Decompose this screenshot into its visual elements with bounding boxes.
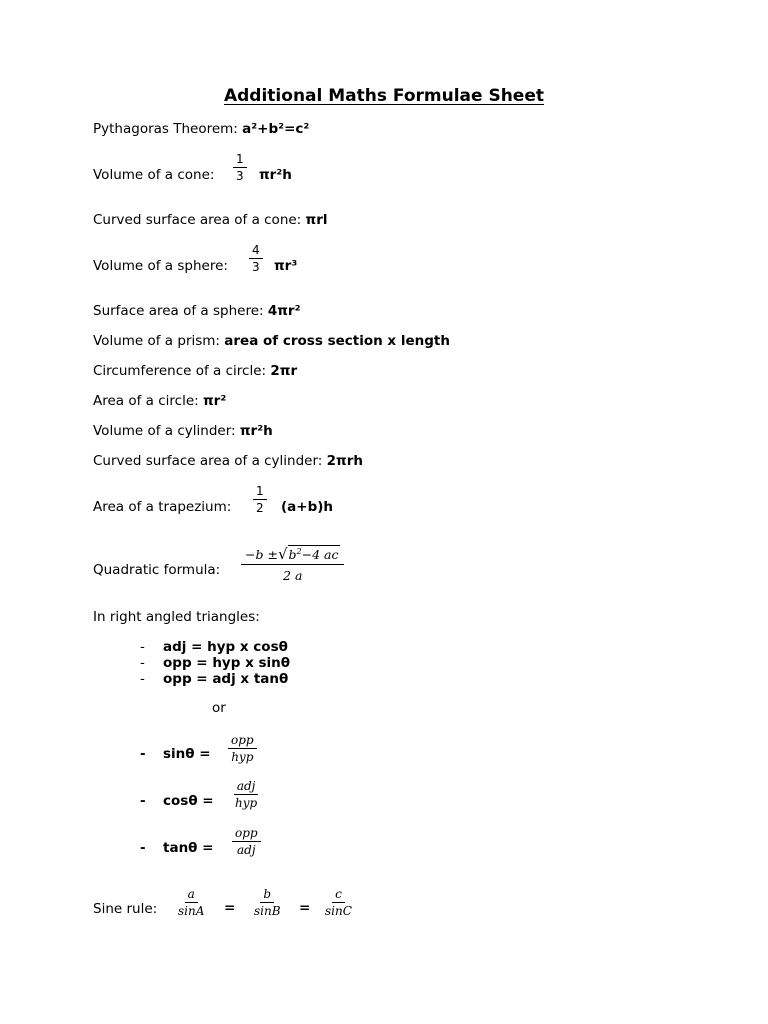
fraction-opp-hyp: opp hyp bbox=[228, 734, 257, 763]
equals-sign: = bbox=[224, 900, 236, 916]
formula-trapezium-area bbox=[93, 499, 231, 515]
formula-value: 4πr² bbox=[267, 303, 301, 319]
formula-value: πrl bbox=[305, 212, 328, 228]
formula-cone-curved-area bbox=[93, 212, 328, 228]
fraction-a-sinA: $\frac{a}{\sin A}$ bbox=[178, 887, 205, 918]
formula-value: πr²h bbox=[259, 167, 292, 183]
quadratic-fraction bbox=[241, 545, 344, 583]
formula-label: Volume of a cone: bbox=[93, 167, 215, 183]
formula-sphere-volume bbox=[93, 258, 228, 274]
fraction-four-thirds: $\frac{4}{3}$ bbox=[249, 244, 263, 273]
sine-rule-label: Sine rule: bbox=[93, 901, 158, 917]
fraction-one-third: $\frac{1}{3}$ bbox=[233, 153, 247, 182]
formula-value: πr²h bbox=[239, 423, 273, 439]
equals-sign: = bbox=[299, 900, 311, 916]
formula-label: Volume of a cylinder: bbox=[93, 423, 236, 439]
square-root: √ $b^2-4$ ac bbox=[277, 545, 339, 564]
or-separator: or bbox=[212, 700, 226, 716]
formula-value: 2πr bbox=[270, 363, 298, 379]
formula-circle-area bbox=[93, 393, 226, 409]
formula-label: Curved surface area of a cone: bbox=[93, 212, 302, 228]
ratio-cos: - cosθ = bbox=[140, 793, 214, 809]
formula-label: Surface area of a sphere: bbox=[93, 303, 264, 319]
formula-value: 2πrh bbox=[326, 453, 363, 469]
formula-cone-volume bbox=[93, 167, 214, 183]
formula-sphere-surface bbox=[93, 303, 301, 319]
quadratic-denominator: 2 a bbox=[283, 568, 303, 584]
list-item: - adj = hyp x cosθ bbox=[140, 639, 288, 655]
ratio-tan: - tanθ = bbox=[140, 840, 214, 856]
formula-circumference bbox=[93, 363, 297, 379]
formula-prism-volume bbox=[93, 333, 450, 349]
quadratic-prefix: −b ± bbox=[245, 547, 278, 563]
formula-label: Volume of a sphere: bbox=[93, 258, 228, 274]
formula-value: a²+b²=c² bbox=[242, 121, 310, 137]
fraction-c-sinC: $\frac{c}{\sin C}$ bbox=[325, 887, 352, 918]
list-item: - opp = hyp x sinθ bbox=[140, 655, 291, 671]
right-angled-heading: In right angled triangles: bbox=[93, 609, 260, 625]
formula-pythagoras bbox=[93, 121, 309, 137]
formula-label: Pythagoras Theorem: bbox=[93, 121, 238, 137]
fraction-one-half: $\frac{1}{2}$ bbox=[253, 485, 267, 514]
fraction-opp-adj: opp adj bbox=[232, 827, 261, 856]
page-title: Additional Maths Formulae Sheet bbox=[223, 86, 544, 106]
formula-label: Curved surface area of a cylinder: bbox=[93, 453, 323, 469]
formula-label: Area of a circle: bbox=[93, 393, 199, 409]
formula-value: area of cross section x length bbox=[224, 333, 450, 349]
ratio-sin: - sinθ = bbox=[140, 746, 211, 762]
list-item: - opp = adj x tanθ bbox=[140, 671, 289, 687]
formula-label: Circumference of a circle: bbox=[93, 363, 267, 379]
formula-value: πr² bbox=[202, 393, 227, 409]
formula-label: Volume of a prism: bbox=[93, 333, 220, 349]
fraction-b-sinB: $\frac{b}{\sin B}$ bbox=[254, 887, 281, 918]
formula-value: πr³ bbox=[274, 258, 298, 274]
formula-label: Quadratic formula: bbox=[93, 562, 221, 578]
formula-cylinder-volume bbox=[93, 423, 273, 439]
formula-quadratic bbox=[93, 562, 220, 578]
formula-cylinder-curved-area bbox=[93, 453, 363, 469]
fraction-adj-hyp: adj hyp bbox=[235, 779, 258, 810]
formula-label: Area of a trapezium: bbox=[93, 499, 232, 515]
formula-value: (a+b)h bbox=[281, 499, 334, 515]
